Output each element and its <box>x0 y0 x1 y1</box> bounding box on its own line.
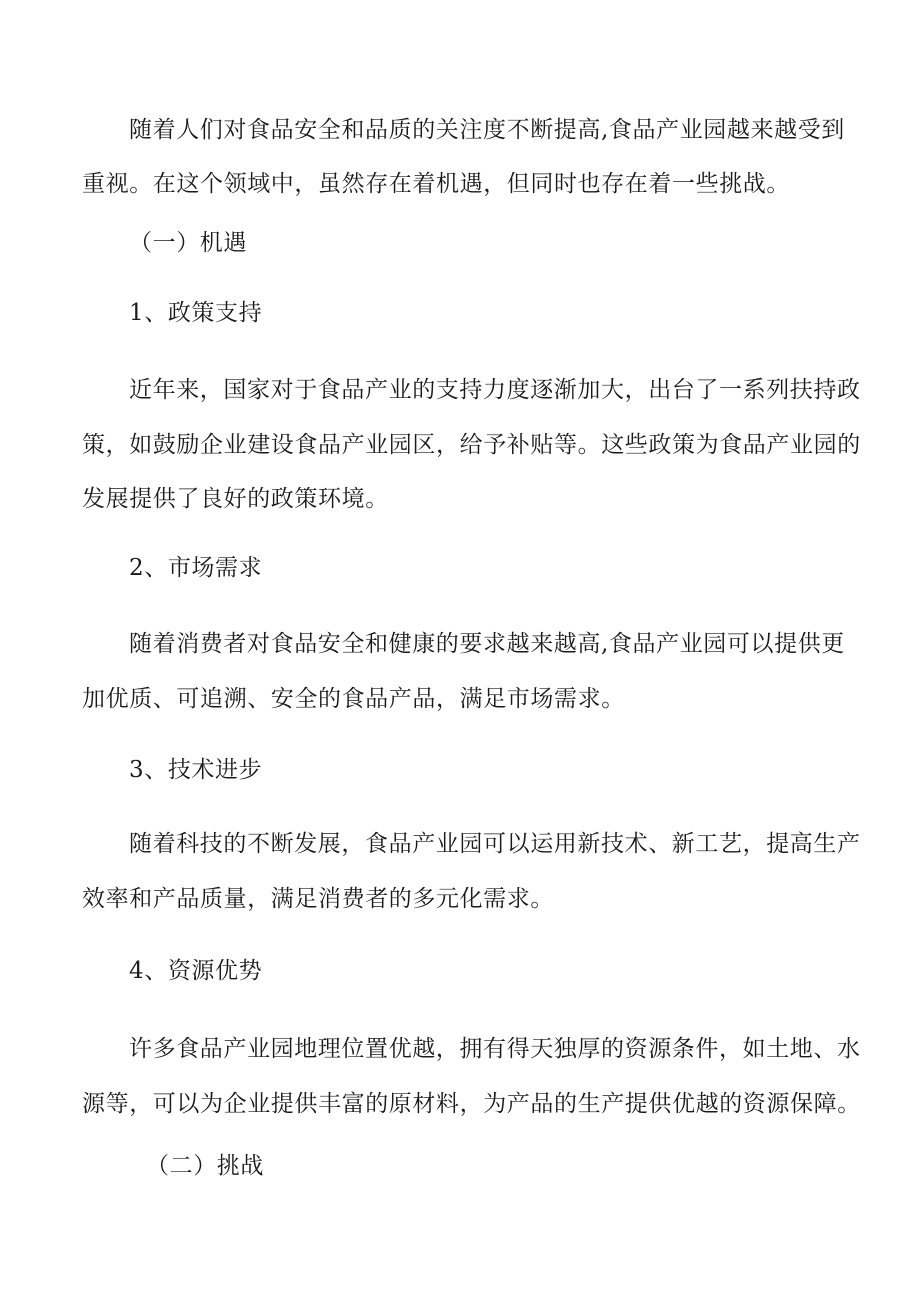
paragraph-line: 策，如鼓励企业建设食品产业园区，给予补贴等。这些政策为食品产业园的 <box>82 432 861 458</box>
item-heading-policy-support: 1、政策支持 <box>129 300 263 326</box>
item-heading-technology-progress: 3、技术进步 <box>129 757 263 783</box>
paragraph-line: 加优质、可追溯、安全的食品产品，满足市场需求。 <box>82 686 625 712</box>
paragraph-line: 发展提供了良好的政策环境。 <box>82 486 389 512</box>
section-heading-opportunities: （一）机遇 <box>129 230 247 256</box>
paragraph-line: 近年来，国家对于食品产业的支持力度逐渐加大，出台了一系列扶持政 <box>129 377 861 403</box>
intro-line-1: 随着人们对食品安全和品质的关注度不断提高,食品产业园越来越受到 <box>129 117 845 143</box>
item-heading-market-demand: 2、市场需求 <box>129 555 263 581</box>
intro-line-2: 重视。在这个领域中，虽然存在着机遇，但同时也存在着一些挑战。 <box>82 171 790 197</box>
paragraph-line: 效率和产品质量，满足消费者的多元化需求。 <box>82 886 554 912</box>
item-heading-resource-advantage: 4、资源优势 <box>129 958 263 984</box>
paragraph-line: 随着科技的不断发展，食品产业园可以运用新技术、新工艺，提高生产 <box>129 831 861 857</box>
paragraph-line: 许多食品产业园地理位置优越，拥有得天独厚的资源条件，如土地、水 <box>129 1036 861 1062</box>
section-heading-challenges: （二）挑战 <box>146 1153 264 1179</box>
paragraph-line: 源等，可以为企业提供丰富的原材料，为产品的生产提供优越的资源保障。 <box>82 1091 861 1117</box>
paragraph-line: 随着消费者对食品安全和健康的要求越来越高,食品产业园可以提供更 <box>129 631 845 657</box>
